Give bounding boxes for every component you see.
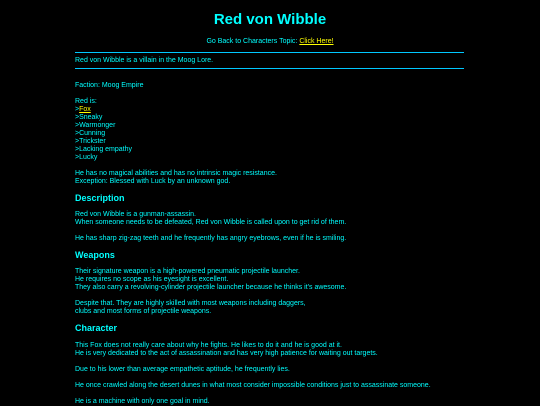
description-line: He has sharp zig-zag teeth and he frequently has angry eyebrows, even if he is smiling. — [75, 235, 347, 242]
page-title: Red von Wibble — [213, 11, 327, 28]
trait-item: >Sneaky — [75, 114, 103, 121]
description-heading: Description — [75, 193, 125, 203]
character-line: He is very dedicated to the act of assassination and has very high patience for waiting out targets. — [75, 350, 378, 357]
back-navigation — [0, 38, 540, 46]
weapons-line: He requires no scope as his eyesight is excellent. — [75, 276, 229, 283]
trait-item: >Warmonger — [75, 122, 116, 129]
weapons-line: They also carry a revolving-cylinder projectile launcher because he thinks it's awesome. — [75, 284, 347, 291]
character-line: This Fox does not really care about why he fights. He likes to do it and he is good at it. — [75, 342, 342, 349]
trait-fox-link[interactable]: Fox — [79, 106, 91, 113]
weapons-line: clubs and most forms of projectile weapons. — [75, 308, 212, 315]
character-line: Due to his lower than average empathetic aptitude, he frequently lies. — [75, 366, 290, 373]
character-line: He is a machine with only one goal in mind. — [75, 398, 210, 405]
traits-heading: Red is: — [75, 98, 97, 105]
divider-bottom — [75, 68, 464, 69]
character-heading: Character — [75, 323, 118, 333]
weapons-heading: Weapons — [75, 250, 115, 260]
trait-item: >Lucky — [75, 154, 98, 161]
trait-item: >Cunning — [75, 130, 106, 137]
faction-text: Faction: Moog Empire — [75, 82, 144, 89]
back-prefix: Go Back to Characters Topic: — [206, 38, 300, 45]
description-line: Red von Wibble is a gunman-assassin. — [75, 211, 197, 218]
character-line: He once crawled along the desert dunes in what most consider impossible conditions just to assassinate someone. — [75, 382, 431, 389]
magic-line: Exception: Blessed with Luck by an unknown god. — [75, 178, 231, 185]
trait-item: >Lacking empathy — [75, 146, 133, 153]
description-line: When someone needs to be defeated, Red von Wibble is called upon to get rid of them. — [75, 219, 347, 226]
back-link[interactable]: Click Here! — [299, 38, 334, 45]
divider-top — [75, 52, 464, 53]
intro-text: Red von Wibble is a villain in the Moog Lore. — [75, 57, 214, 64]
weapons-line: Despite that. They are highly skilled with most weapons including daggers, — [75, 300, 306, 307]
magic-line: He has no magical abilities and has no intrinsic magic resistance. — [75, 170, 277, 177]
weapons-line: Their signature weapon is a high-powered pneumatic projectile launcher. — [75, 268, 300, 275]
trait-item: >Fox — [75, 106, 91, 113]
trait-item: >Trickster — [75, 138, 106, 145]
